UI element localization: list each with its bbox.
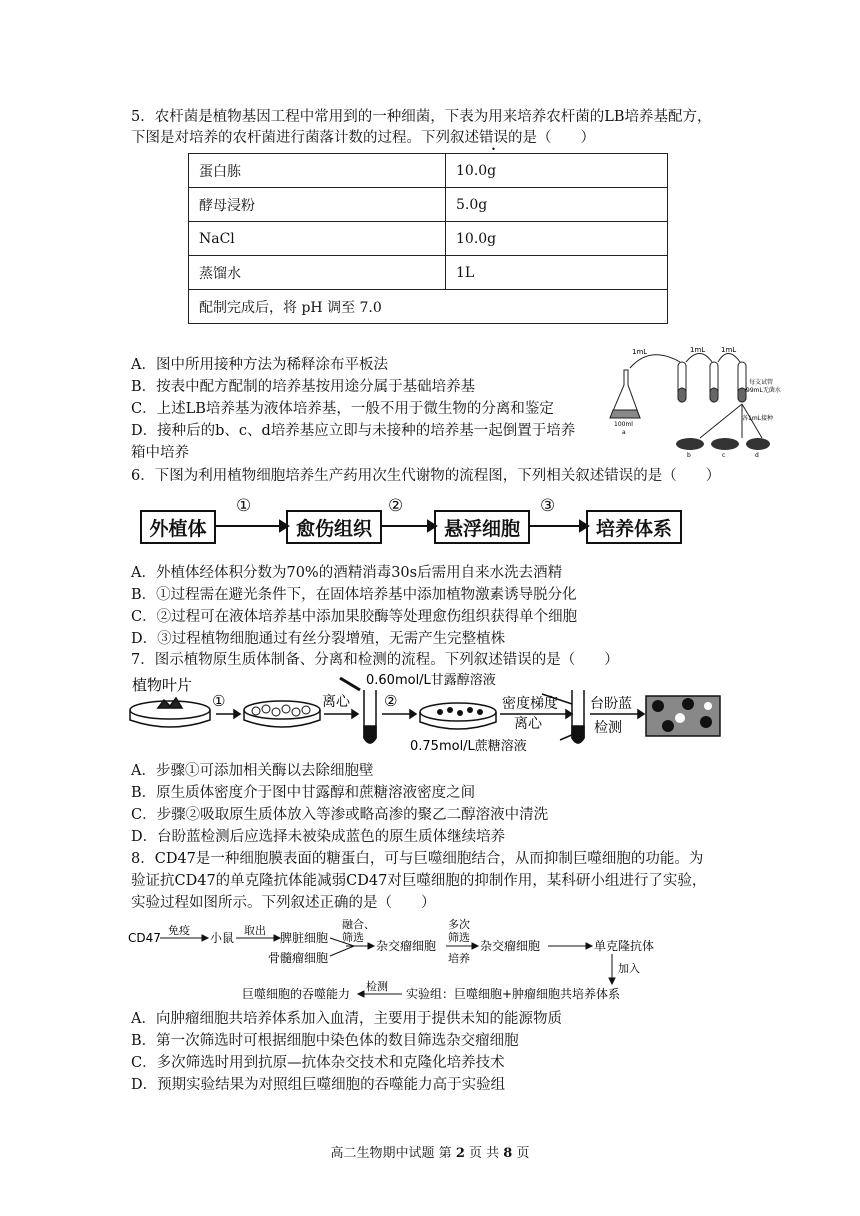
antibody-figure (128, 912, 688, 1004)
footer-text: 页 (512, 1146, 530, 1161)
lb-recipe-table (188, 153, 668, 324)
q8-option-a: A．向肿瘤细胞共培养体系加入血清，主要用于提供未知的能源物质 (131, 1011, 562, 1027)
fig-myeloma-label: 骨髓瘤细胞 (268, 951, 329, 965)
fig-detect-label: 检测 (366, 980, 388, 993)
flow-arrows (140, 500, 680, 550)
table-cell: 酵母浸粉 (189, 188, 446, 222)
q6-flowchart (140, 496, 672, 550)
step-number: ② (388, 496, 404, 516)
q7-option-a: A．步骤①可添加相关酶以去除细胞壁 (131, 763, 374, 779)
q5-stem-part3: 的是（ ） (508, 130, 595, 146)
fig-detect-label: 检测 (594, 720, 622, 736)
fig-trypan-label: 台盼蓝 (590, 696, 632, 712)
fig-immune-label: 免疫 (168, 924, 190, 937)
flow-box: 培养体系 (586, 510, 682, 544)
q7-stem: 7．图示植物原生质体制备、分离和检测的流程。下列叙述错误的是（ ） (131, 652, 619, 668)
q5-stem-part1: 下图是对培养的农杆菌进行菌落计数的过程。下列叙述 (131, 130, 479, 146)
q8-option-b: B．第一次筛选时可根据细胞中染色体的数目筛选杂交瘤细胞 (131, 1033, 519, 1049)
q6-option-a: A．外植体经体积分数为70%的酒精消毒30s后需用自来水洗去酒精 (131, 565, 563, 581)
fig-1ml-label: 1mL (632, 348, 648, 356)
footer-text: 高二生物期中试题 第 (330, 1146, 456, 1161)
fig-gradient-label: 密度梯度 (502, 696, 558, 712)
q5-option-d-line1: D．接种后的b、c、d培养基应立即与未接种的培养基一起倒置于培养 (131, 423, 576, 439)
fig-take-label: 取出 (244, 924, 266, 937)
fig-phago-label: 巨噬细胞的吞噬能力 (242, 987, 351, 1001)
fig-flask-label: 100ml (614, 421, 633, 428)
fig-spleen-label: 脾脏细胞 (280, 931, 329, 945)
fig-note: 每支试管 (749, 379, 774, 386)
table-row (189, 256, 668, 290)
flow-box: 愈伤组织 (286, 510, 382, 544)
fig-culture-label: 培养 (448, 952, 470, 965)
table-row (189, 154, 668, 188)
table-row (189, 188, 668, 222)
table-cell: 5.0g (446, 188, 668, 222)
fig-centrifuge2-label: 离心 (514, 716, 542, 732)
fig-centrifuge-label: 离心 (322, 694, 350, 710)
fig-1ml-label: 1mL (690, 346, 706, 354)
protoplast-figure (128, 668, 728, 760)
table-note: 配制完成后，将 pH 调至 7.0 (189, 290, 668, 324)
q5-option-c: C．上述LB培养基为液体培养基，一般不用于微生物的分离和鉴定 (131, 401, 554, 417)
step-number: ① (236, 496, 252, 516)
fig-step2-label: ② (384, 692, 398, 710)
fig-note: 99mL无菌水 (746, 387, 781, 394)
q5-stem-line2 (131, 128, 595, 148)
q5-stem-line1: 5．农杆菌是植物基因工程中常用到的一种细菌，下表为用来培养农杆菌的LB培养基配方， (131, 109, 712, 125)
q6-option-b: B．①过程需在避光条件下，在固体培养基中添加植物激素诱导脱分化 (131, 587, 577, 603)
q5-option-a: A．图中所用接种方法为稀释涂布平板法 (131, 357, 388, 373)
q8-stem-line3: 实验过程如图所示。下列叙述正确的是（ ） (131, 895, 436, 911)
fig-plate-label: c (722, 452, 726, 459)
q8-option-d: D．预期实验结果为对照组巨噬细胞的吞噬能力高于实验组 (131, 1077, 506, 1093)
table-cell: 蒸馏水 (189, 256, 446, 290)
fig-sucrose-label: 0.75mol/L蔗糖溶液 (410, 739, 527, 754)
step-number: ③ (540, 496, 556, 516)
q5-option-d-line2: 箱中培养 (131, 445, 189, 461)
q7-option-c: C．步骤②吸取原生质体放入等渗或略高渗的聚乙二醇溶液中清洗 (131, 807, 549, 823)
fig-hybrid-label: 杂交瘤细胞 (376, 939, 437, 953)
footer-page-number: 2 (455, 1146, 465, 1161)
footer-total-pages: 8 (503, 1146, 513, 1161)
fig-exp-label: 实验组：巨噬细胞+肿瘤细胞共培养体系 (406, 987, 621, 1001)
dilution-figure (600, 340, 781, 460)
fig-fuse-label: 融合、 (342, 918, 375, 931)
table-cell: 10.0g (446, 154, 668, 188)
q8-stem-line1: 8．CD47是一种细胞膜表面的糖蛋白，可与巨噬细胞结合，从而抑制巨噬细胞的功能。为 (131, 851, 704, 867)
q6-option-d: D．③过程植物细胞通过有丝分裂增殖，无需产生完整植株 (131, 631, 506, 647)
fig-step1-label: ① (212, 692, 226, 710)
table-cell: NaCl (189, 222, 446, 256)
flow-box: 悬浮细胞 (434, 510, 530, 544)
q6-stem: 6．下图为利用植物细胞培养生产药用次生代谢物的流程图，下列相关叙述错误的是（ ） (131, 468, 721, 484)
q5-option-b: B．按表中配方配制的培养基按用途分属于基础培养基 (131, 379, 476, 395)
fig-multi-label: 筛选 (448, 931, 470, 944)
q7-option-d: D．台盼蓝检测后应选择未被染成蓝色的原生质体继续培养 (131, 829, 506, 845)
fig-each-label: 各1mL接种 (742, 415, 774, 422)
fig-mouse-label: 小鼠 (210, 931, 235, 945)
table-cell: 1L (446, 256, 668, 290)
table-cell: 蛋白胨 (189, 154, 446, 188)
fig-flask-label: a (622, 429, 626, 436)
fig-multi-label: 多次 (448, 918, 470, 931)
table-row (189, 222, 668, 256)
table-cell: 10.0g (446, 222, 668, 256)
q8-option-c: C．多次筛选时用到抗原—抗体杂交技术和克隆化培养技术 (131, 1055, 505, 1071)
fig-mab-label: 单克隆抗体 (594, 939, 655, 953)
fig-cd47-label: CD47 (128, 931, 161, 945)
footer-text: 页 共 (464, 1146, 504, 1161)
page-footer (0, 1142, 860, 1161)
fig-1ml-label: 1mL (721, 346, 737, 354)
q6-option-c: C．②过程可在液体培养基中添加果胶酶等处理愈伤组织获得单个细胞 (131, 609, 578, 625)
q5-emphasis-wrong: 错误 (479, 130, 508, 146)
fig-plate-label: d (755, 452, 759, 459)
q8-stem-line2: 验证抗CD47的单克隆抗体能减弱CD47对巨噬细胞的抑制作用，某科研小组进行了实验， (131, 873, 707, 889)
fig-add-label: 加入 (618, 962, 640, 975)
fig-mannitol-label: 0.60mol/L甘露醇溶液 (366, 673, 496, 688)
fig-plate-label: b (687, 452, 691, 459)
q7-option-b: B．原生质体密度介于图中甘露醇和蔗糖溶液密度之间 (131, 785, 476, 801)
table-row (189, 290, 668, 324)
flow-box: 外植体 (140, 510, 216, 544)
fig-hybrid2-label: 杂交瘤细胞 (480, 939, 541, 953)
fig-leaf-label: 植物叶片 (132, 676, 193, 694)
fig-fuse-label: 筛选 (342, 931, 364, 944)
